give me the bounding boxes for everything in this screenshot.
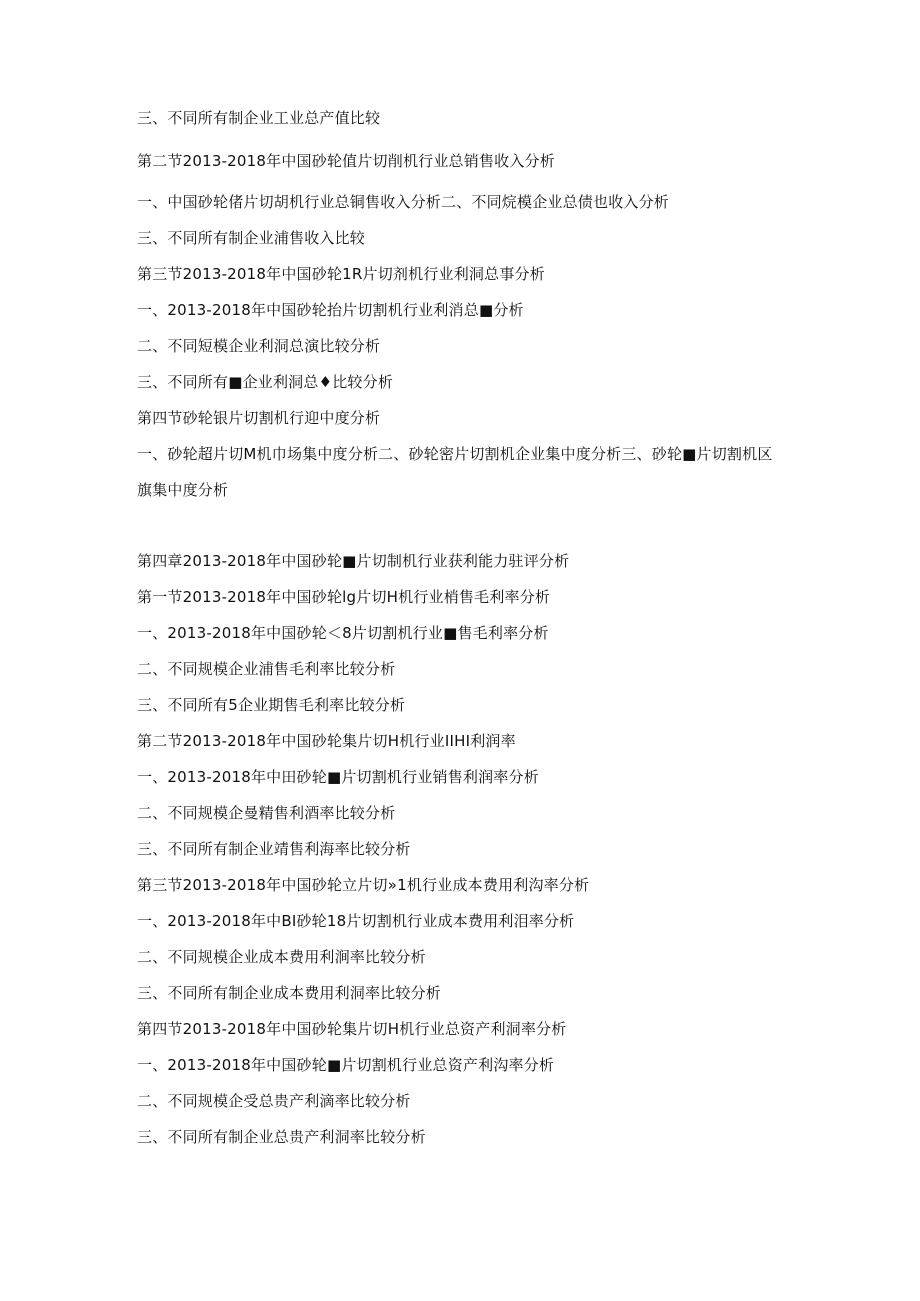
- toc-section-heading: 第四节2013-2018年中国砂轮集片切H机行业总资产利洞率分析: [137, 1020, 567, 1038]
- toc-line: 二、不同规模企业成本费用利涧率比较分析: [137, 948, 426, 966]
- toc-line: 一、2013-2018年中国砂轮抬片切割机行业利消总■分析: [137, 301, 524, 319]
- toc-line: 三、不同所有5企业期售毛利率比较分析: [137, 696, 406, 714]
- toc-line: 一、2013-2018年中BI砂轮18片切割机行业成本费用利泪率分析: [137, 912, 575, 930]
- toc-line: 三、不同所有制企业工业总产值比较: [137, 109, 381, 127]
- toc-line: 一、2013-2018年中国砂轮＜8片切割机行业■售毛利率分析: [137, 624, 549, 642]
- toc-line: 三、不同所有制企业浦售收入比较: [137, 229, 366, 247]
- toc-line: 三、不同所有■企业利洞总♦比较分析: [137, 373, 394, 391]
- toc-section-heading: 第二节2013-2018年中国砂轮值片切削机行业总销售收入分析: [137, 152, 555, 170]
- toc-line: 二、不同规模企业浦售毛利率比较分析: [137, 660, 396, 678]
- toc-section-heading: 第三节2013-2018年中国砂轮1R片切剂机行业利洞总事分析: [137, 265, 545, 283]
- toc-line: 三、不同所有制企业总贵产利洞率比较分析: [137, 1128, 426, 1146]
- toc-section-heading: 第四节砂轮银片切割机行迎中度分析: [137, 409, 381, 427]
- toc-line: 一、中国砂轮偖片切胡机行业总铜售收入分析二、不同烷模企业总债也收入分析: [137, 193, 670, 211]
- toc-line: 三、不同所有制企业成本费用利洞率比较分析: [137, 984, 442, 1002]
- toc-line: 一、2013-2018年中田砂轮■片切割机行业销售利润率分析: [137, 768, 539, 786]
- toc-line-continuation: 旗集中度分析: [137, 481, 229, 499]
- toc-chapter-heading: 第四章2013-2018年中国砂轮■片切制机行业获利能力驻评分析: [137, 552, 570, 570]
- toc-line: 二、不同短模企业利洞总演比较分析: [137, 337, 381, 355]
- toc-line: 一、2013-2018年中国砂轮■片切割机行业总资产利沟率分析: [137, 1056, 555, 1074]
- toc-line: 二、不同规模企曼精售利酒率比较分析: [137, 804, 396, 822]
- toc-section-heading: 第一节2013-2018年中国砂轮lg片切H机行业梢售毛利率分析: [137, 588, 551, 606]
- toc-line: 一、砂轮超片切M机巾场集中度分析二、砂轮密片切割机企业集中度分析三、砂轮■片切割机区: [137, 445, 773, 463]
- toc-line: 三、不同所有制企业靖售利海率比较分析: [137, 840, 411, 858]
- toc-line: 二、不同规模企受总贵产利滴率比较分析: [137, 1092, 411, 1110]
- toc-section-heading: 第二节2013-2018年中国砂轮集片切H机行业IIHI利润率: [137, 732, 516, 750]
- toc-section-heading: 第三节2013-2018年中国砂轮立片切»1机行业成本费用利沟率分析: [137, 876, 590, 894]
